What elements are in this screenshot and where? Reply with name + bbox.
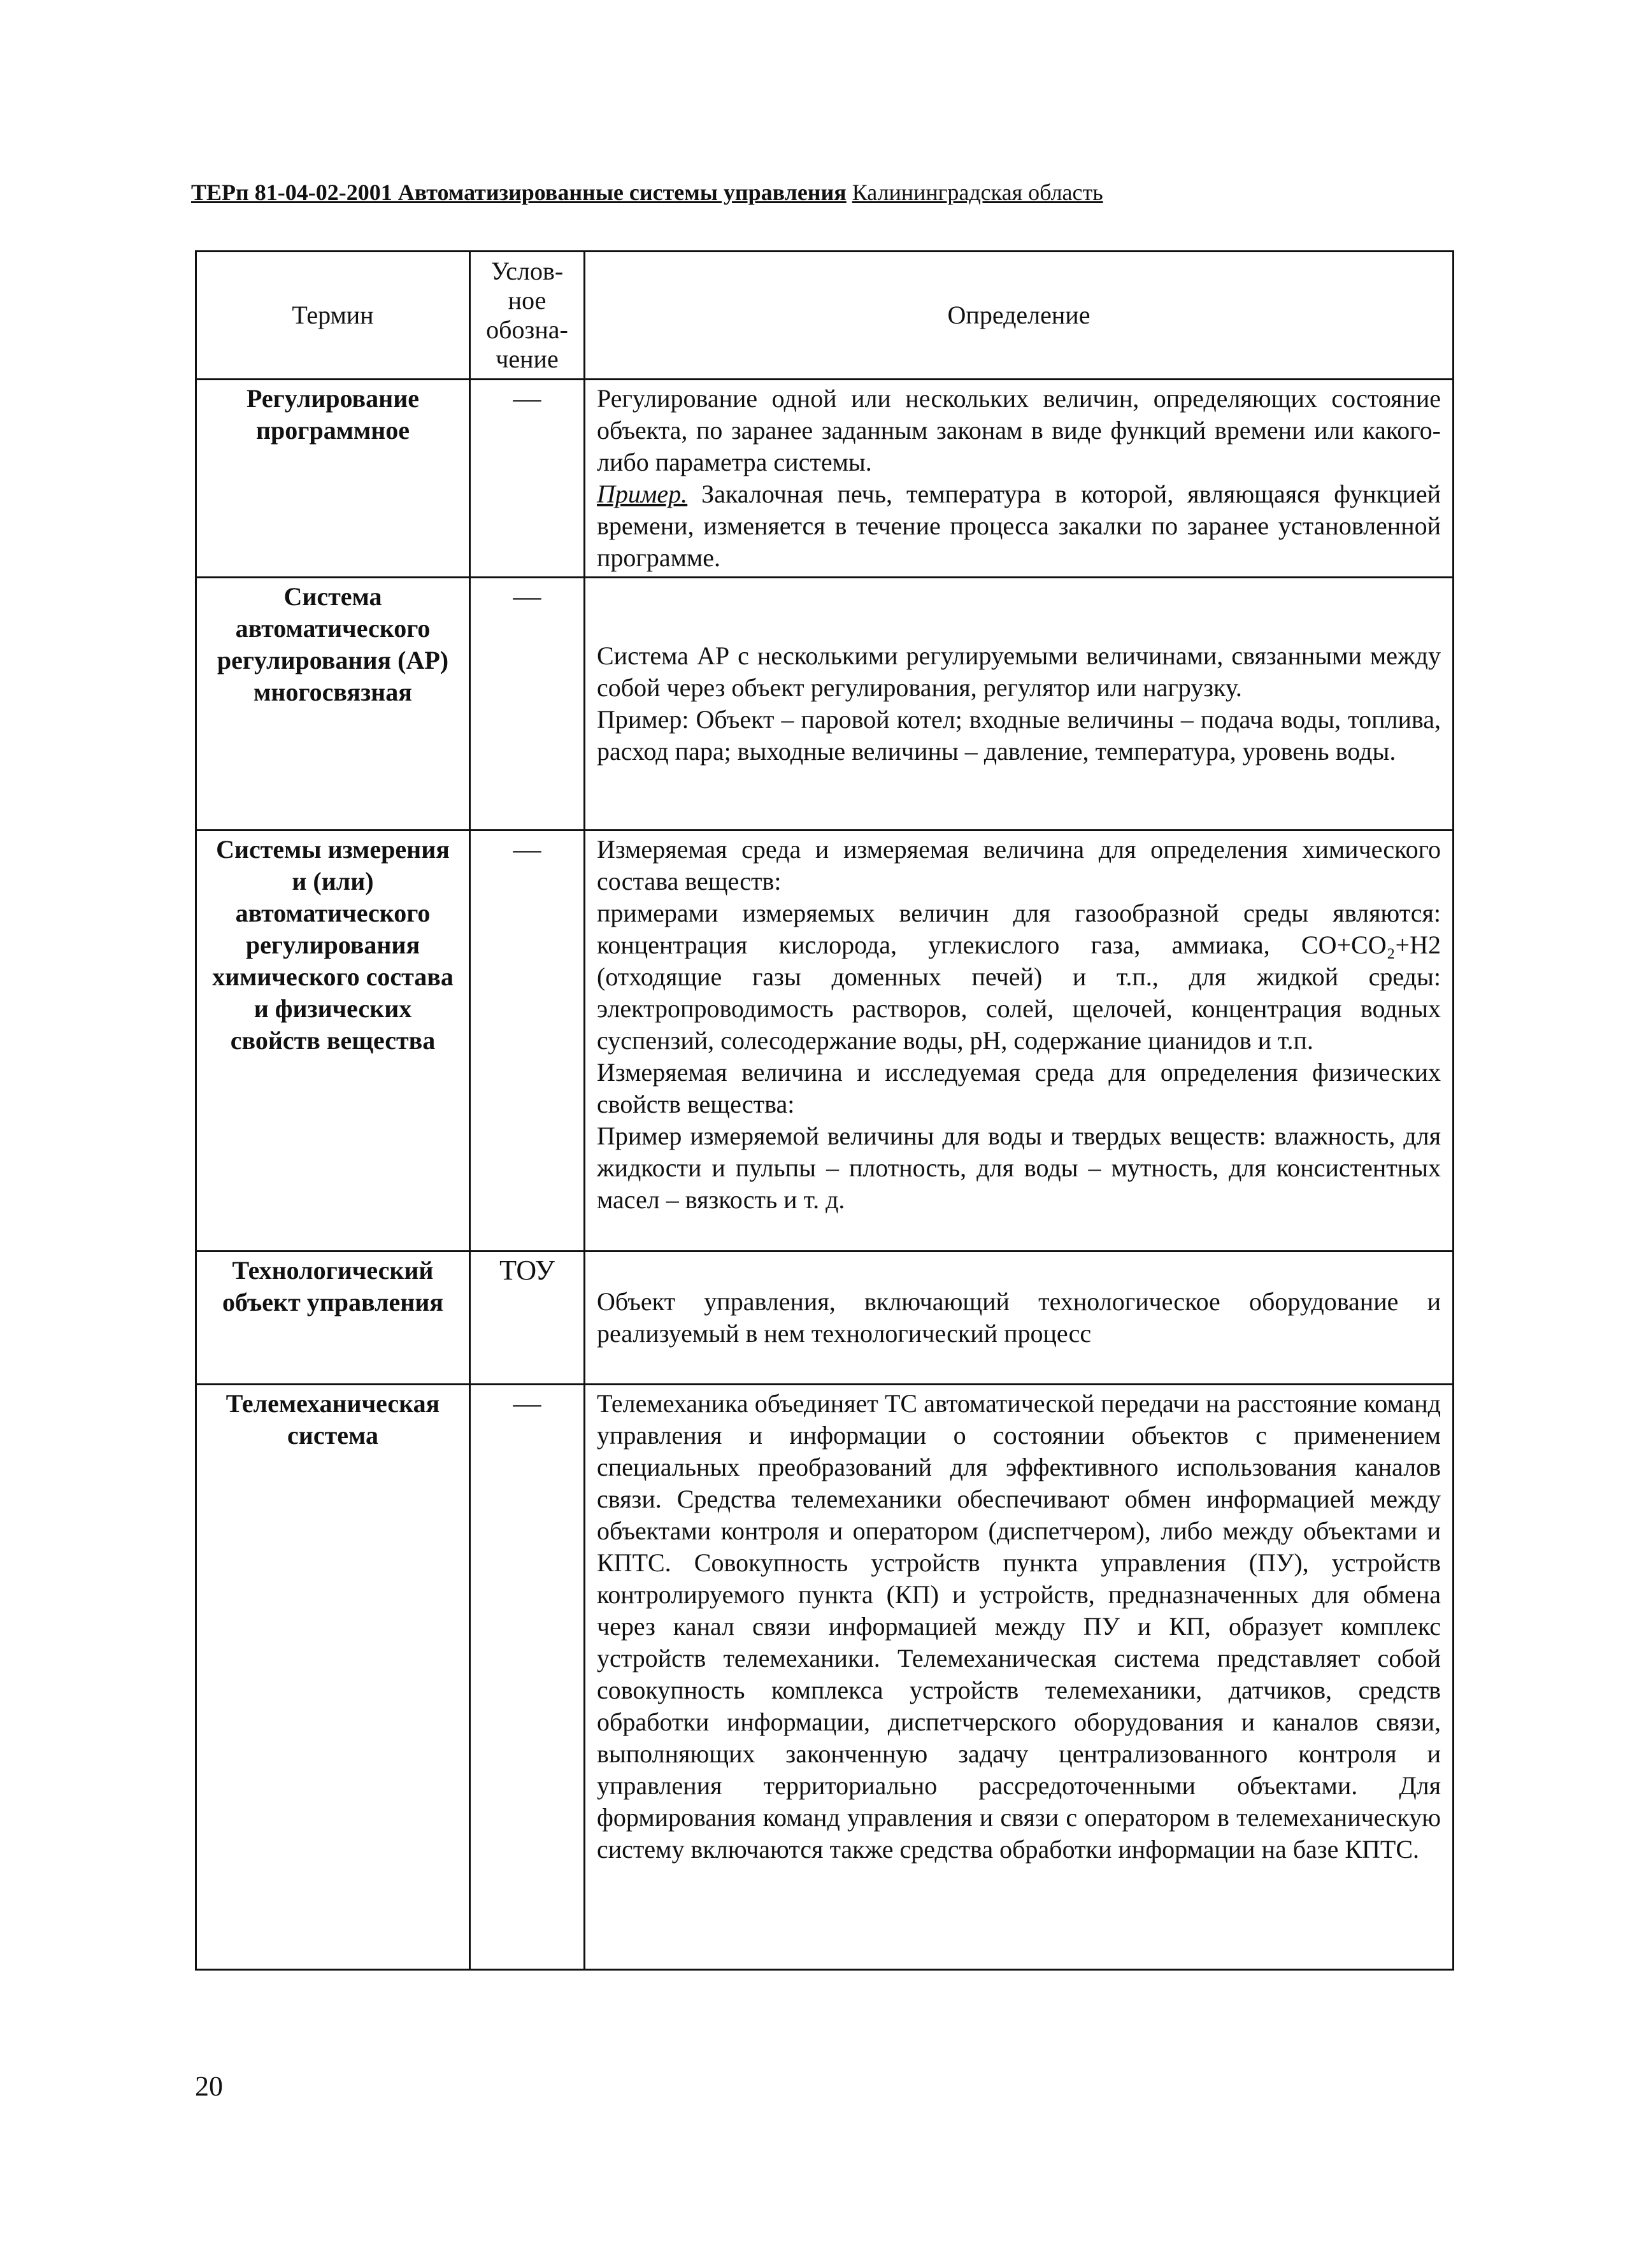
definition-cell: Телемеханика объединяет ТС автоматической передачи на расстояние команд управления и информации о состоянии объектов с применением специальных преобразований для эффективного использования каналов связи. Средства телемеханики обеспечивают обмен информацией между объектами контроля и оператором (диспетчером), либо между объектами и КПТС. Совокупность устройств пункта управления (ПУ), устройств контролируемого пункта (КП) и устройств, предназначенных для обмена через канал связи информацией между ПУ и КП, образует комплекс устройств телемеханики. Телемеханическая система представляет собой совокупность комплекса устройств телемеханики, датчиков, средств обработки информации, диспетчерского оборудования и каналов связи, выполняющих законченную задачу централизованного контроля и управления территориально рассредоточенными объектами. Для формирования команд управления и связи с оператором в телемеханическую систему включаются также средства обработки информации на базе КПТС. [585, 1385, 1454, 1970]
header-region: Калининградская область [852, 180, 1103, 205]
example-text: Закалочная печь, температура в которой, являющаяся функцией времени, изменяется в течение процесса закалки по заранее установленной программе. [597, 480, 1441, 572]
page-number: 20 [195, 2071, 223, 2102]
column-header-abbr [470, 252, 585, 380]
term-cell: Телемеханическая система [196, 1385, 470, 1970]
table-row [196, 380, 1454, 578]
definition-paragraph: Измеряемая величина и исследуемая среда для определения физических свойств вещества: [597, 1058, 1441, 1118]
definition-paragraph: Измеряемая среда и измеряемая величина для определения химического состава веществ: [597, 835, 1441, 895]
term-cell: Регулирование программное [196, 380, 470, 578]
table-row [196, 831, 1454, 1252]
column-header-abbr-line: Услов- [490, 257, 564, 285]
abbr-cell: ТОУ [470, 1252, 585, 1385]
table-row [196, 1385, 1454, 1970]
example-label: Пример. [597, 480, 688, 508]
table-row [196, 578, 1454, 831]
term-cell: Системы измерения и (или) автоматического регулирования химического состава и физических свойств вещества [196, 831, 470, 1252]
abbr-cell: — [470, 380, 585, 578]
definition-paragraph: примерами измеряемых величин для газообразной среды являются: концентрация кислорода, углекислого газа, аммиака, CO+CO₂+H2 (отходящие газы доменных печей) и т.п., для жидкой среды: электропроводимость растворов, солей, щелочей, концентрация водных суспензий, солесодержание воды, pH, содержание цианидов и т.п. [597, 899, 1441, 1055]
example-text: Пример: Объект – паровой котел; входные величины – подача воды, топлива, расход пара; выходные величины – давление, температура, уровень воды. [597, 705, 1441, 766]
definition-cell [585, 831, 1454, 1252]
column-header-abbr-line: чение [496, 345, 559, 373]
column-header-definition: Определение [585, 252, 1454, 380]
header-doc-code: ТЕРп 81-04-02-2001 Автоматизированные системы управления [191, 180, 847, 205]
column-header-abbr-line: ное [508, 286, 547, 315]
definition-text: Регулирование одной или нескольких величин, определяющих состояние объекта, по заранее заданным законам в виде функций времени или какого-либо параметра системы. [597, 384, 1441, 476]
running-header [191, 178, 1274, 206]
definition-text: Система АР с несколькими регулируемыми величинами, связанными между собой через объект регулирования, регулятор или нагрузку. [597, 641, 1441, 702]
column-header-term: Термин [196, 252, 470, 380]
abbr-cell: — [470, 831, 585, 1252]
definition-paragraph: Пример измеряемой величины для воды и твердых веществ: влажность, для жидкости и пульпы – плотность, для воды – мутность, для консистентных масел – вязкость и т. д. [597, 1122, 1441, 1214]
terms-table [195, 250, 1454, 1971]
abbr-cell: — [470, 1385, 585, 1970]
definition-cell [585, 578, 1454, 831]
definition-cell [585, 380, 1454, 578]
term-cell: Технологический объект управления [196, 1252, 470, 1385]
column-header-abbr-line: обозна- [486, 315, 568, 344]
abbr-cell: — [470, 578, 585, 831]
table-header-row [196, 252, 1454, 380]
definition-cell: Объект управления, включающий технологическое оборудование и реализуемый в нем технологический процесс [585, 1252, 1454, 1385]
table-row [196, 1252, 1454, 1385]
term-cell: Система автоматического регулирования (АР) многосвязная [196, 578, 470, 831]
